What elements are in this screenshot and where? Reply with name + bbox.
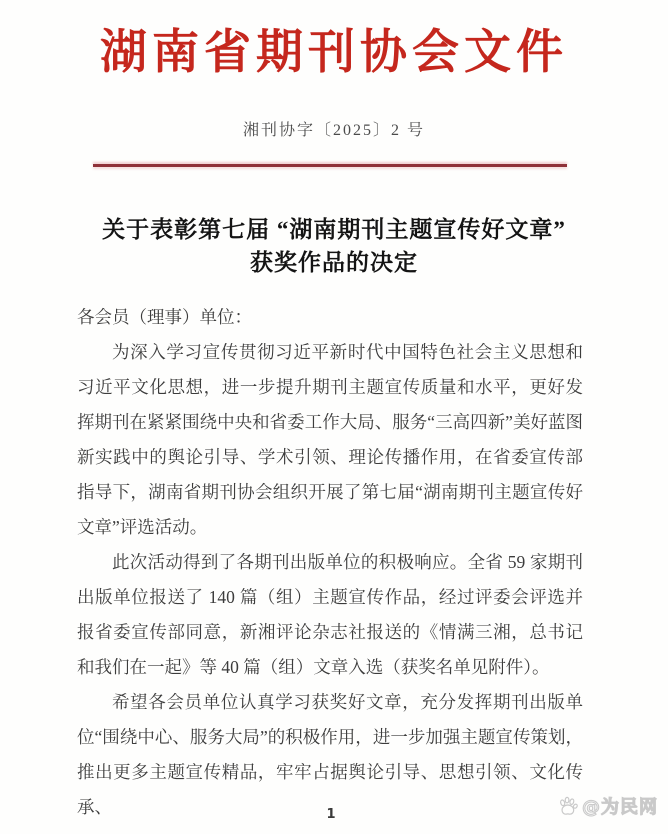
salutation: 各会员（理事）单位： [77,307,252,327]
red-header-title: 湖南省期刊协会文件 [100,27,568,79]
page-number: 1 [326,807,336,822]
body-paragraph-1: 为深入学习宣传贯彻习近平新时代中国特色社会主义思想和习近平文化思想，进一步提升期刊主题宣传质量和水平，更好发挥期刊在紧紧围绕中央和省委工作大局、服务“三高四新”美好蓝图新实践中的舆论引导、学术引领、理论传播作用，在省委宣传部指导下，湖南省期刊协会组织开展了第七届“湖南期刊主题宣传好文章”评选活动。 [77,342,583,537]
baidu-paw-icon [557,795,579,817]
body-paragraph-3: 希望各会员单位认真学习获奖好文章，充分发挥期刊出版单位“围绕中心、服务大局”的积极作用，进一步加强主题宣传策划，推出更多主题宣传精品，牢牢占据舆论引导、思想引领、文化传承、 [77,692,583,817]
watermark-text: @为民网 [582,797,658,818]
body-paragraph-2: 此次活动得到了各期刊出版单位的积极响应。全省 59 家期刊出版单位报送了 140 篇（组）主题宣传作品，经过评委会评选并报省委宣传部同意，新湘评论杂志社报送的《情满三湘，总书记和我们在一起》等 40 篇（组）文章入选（获奖名单见附件）。 [77,552,583,677]
document-title [20,213,648,279]
document-title-line1: 关于表彰第七届 “湖南期刊主题宣传好文章” [102,217,566,242]
red-divider-line [93,164,567,167]
doc-number: 湘刊协字〔2025〕2 号 [242,122,425,139]
watermark [557,793,658,819]
document-title-line2: 获奖作品的决定 [250,250,418,275]
